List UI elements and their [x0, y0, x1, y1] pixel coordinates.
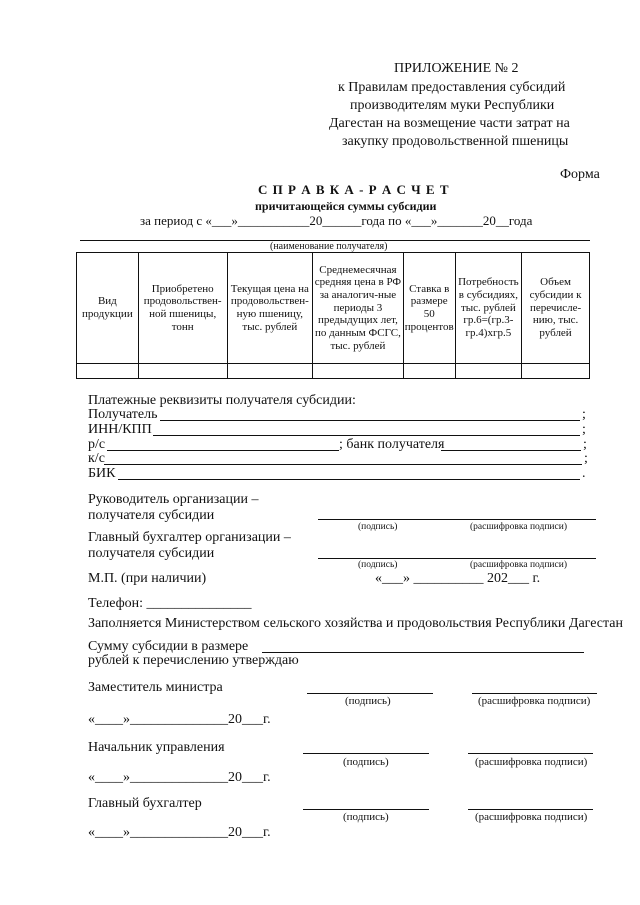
column-header-current-price: Текущая цена на продовольствен-ную пшеницу, тыс. рублей: [227, 253, 313, 364]
table-cell[interactable]: [313, 364, 404, 379]
decode-caption: (расшифровка подписи): [475, 756, 588, 768]
org-head-subtitle: получателя субсидии: [88, 508, 215, 523]
stamp-label: М.П. (при наличии): [88, 571, 207, 586]
table-row: [77, 364, 590, 379]
ks-field[interactable]: [104, 464, 582, 465]
table-cell[interactable]: [403, 364, 455, 379]
period-line: за период с «___»___________20______года по «___»_______20__года: [140, 213, 533, 228]
table-cell[interactable]: [455, 364, 521, 379]
recipient-name-caption: (наименование получателя): [270, 241, 388, 252]
deputy-date[interactable]: «____»______________20___г.: [88, 712, 271, 727]
org-accountant-title: Главный бухгалтер организации –: [88, 530, 291, 545]
column-header-volume: Объем субсидии к перечисле-нию, тыс. рублей: [522, 253, 590, 364]
decode-caption: (расшифровка подписи): [478, 695, 591, 707]
bank-label: ; банк получателя: [339, 437, 445, 452]
bik-label: БИК: [88, 466, 116, 481]
signature-caption: (подпись): [358, 560, 398, 570]
bik-end: .: [582, 466, 586, 481]
document-subtitle: причитающейся суммы субсидии: [255, 199, 437, 213]
column-header-average-price: Среднемесячная средняя цена в РФ за аналогич-ные периоды 3 предыдущих лет, по данным ФСГС, тыс. рублей: [313, 253, 404, 364]
signature-caption: (подпись): [345, 695, 391, 707]
table-cell[interactable]: [138, 364, 227, 379]
decode-caption: (расшифровка подписи): [475, 811, 588, 823]
column-header-rate: Ставка в размере 50 процентов: [403, 253, 455, 364]
recipient-end: ;: [582, 407, 586, 422]
inn-label: ИНН/КПП: [88, 422, 152, 437]
subsidy-amount-label: Сумму субсидии в размере: [88, 639, 249, 654]
appendix-line-3: производителям муки Республики: [350, 98, 555, 113]
ks-end: ;: [584, 451, 588, 466]
subsidy-amount-field[interactable]: [262, 652, 584, 653]
decode-caption: (расшифровка подписи): [470, 560, 567, 570]
accountant-signature-line[interactable]: [303, 809, 429, 810]
deputy-signature-line[interactable]: [307, 693, 433, 694]
bik-field[interactable]: [118, 479, 580, 480]
table-cell[interactable]: [522, 364, 590, 379]
table-cell[interactable]: [77, 364, 139, 379]
accountant-decode-line[interactable]: [468, 809, 593, 810]
rs-label: р/с: [88, 437, 106, 452]
bank-end: ;: [583, 437, 587, 452]
signature-caption: (подпись): [343, 756, 389, 768]
ministry-note: Заполняется Министерством сельского хозяйства и продовольствия Республики Дагестан: [88, 616, 624, 631]
appendix-line-4: Дагестан на возмещение части затрат на: [329, 116, 570, 131]
department-head-label: Начальник управления: [88, 740, 225, 755]
appendix-line-2: к Правилам предоставления субсидий: [338, 80, 566, 95]
org-head-signature-line[interactable]: [318, 519, 596, 520]
form-label: Форма: [560, 167, 600, 182]
ks-label: к/с: [88, 451, 105, 466]
deputy-minister-label: Заместитель министра: [88, 680, 223, 695]
column-header-purchased: Приобретено продовольствен-ной пшеницы, тонн: [138, 253, 227, 364]
decode-caption: (расшифровка подписи): [470, 522, 567, 532]
column-header-product: Вид продукции: [77, 253, 139, 364]
bank-field[interactable]: [441, 450, 581, 451]
appendix-number: ПРИЛОЖЕНИЕ № 2: [394, 61, 519, 76]
requisites-heading: Платежные реквизиты получателя субсидии:: [88, 393, 356, 408]
phone-line[interactable]: Телефон: _______________: [88, 596, 252, 611]
chief-signature-line[interactable]: [303, 753, 429, 754]
deputy-decode-line[interactable]: [472, 693, 597, 694]
table-cell[interactable]: [227, 364, 313, 379]
signature-caption: (подпись): [358, 522, 398, 532]
org-accountant-signature-line[interactable]: [318, 558, 596, 559]
rs-field[interactable]: [107, 450, 339, 451]
chief-decode-line[interactable]: [468, 753, 593, 754]
inn-field[interactable]: [153, 435, 580, 436]
recipient-field[interactable]: [160, 420, 580, 421]
inn-end: ;: [582, 422, 586, 437]
recipient-label: Получатель: [88, 407, 158, 422]
calculation-table: [76, 252, 590, 379]
org-head-title: Руководитель организации –: [88, 492, 259, 507]
signature-caption: (подпись): [343, 811, 389, 823]
sign-date[interactable]: «___» __________ 202___ г.: [375, 571, 541, 586]
accountant-date[interactable]: «____»______________20___г.: [88, 825, 271, 840]
chief-date[interactable]: «____»______________20___г.: [88, 770, 271, 785]
subsidy-approve-label: рублей к перечислению утверждаю: [88, 653, 299, 668]
appendix-line-5: закупку продовольственной пшеницы: [342, 134, 569, 149]
chief-accountant-label: Главный бухгалтер: [88, 796, 202, 811]
org-accountant-subtitle: получателя субсидии: [88, 546, 215, 561]
column-header-need: Потребность в субсидиях, тыс. рублей гр.6=(гр.3-гр.4)хгр.5: [455, 253, 521, 364]
document-title: С П Р А В К А - Р А С Ч Е Т: [258, 182, 450, 197]
